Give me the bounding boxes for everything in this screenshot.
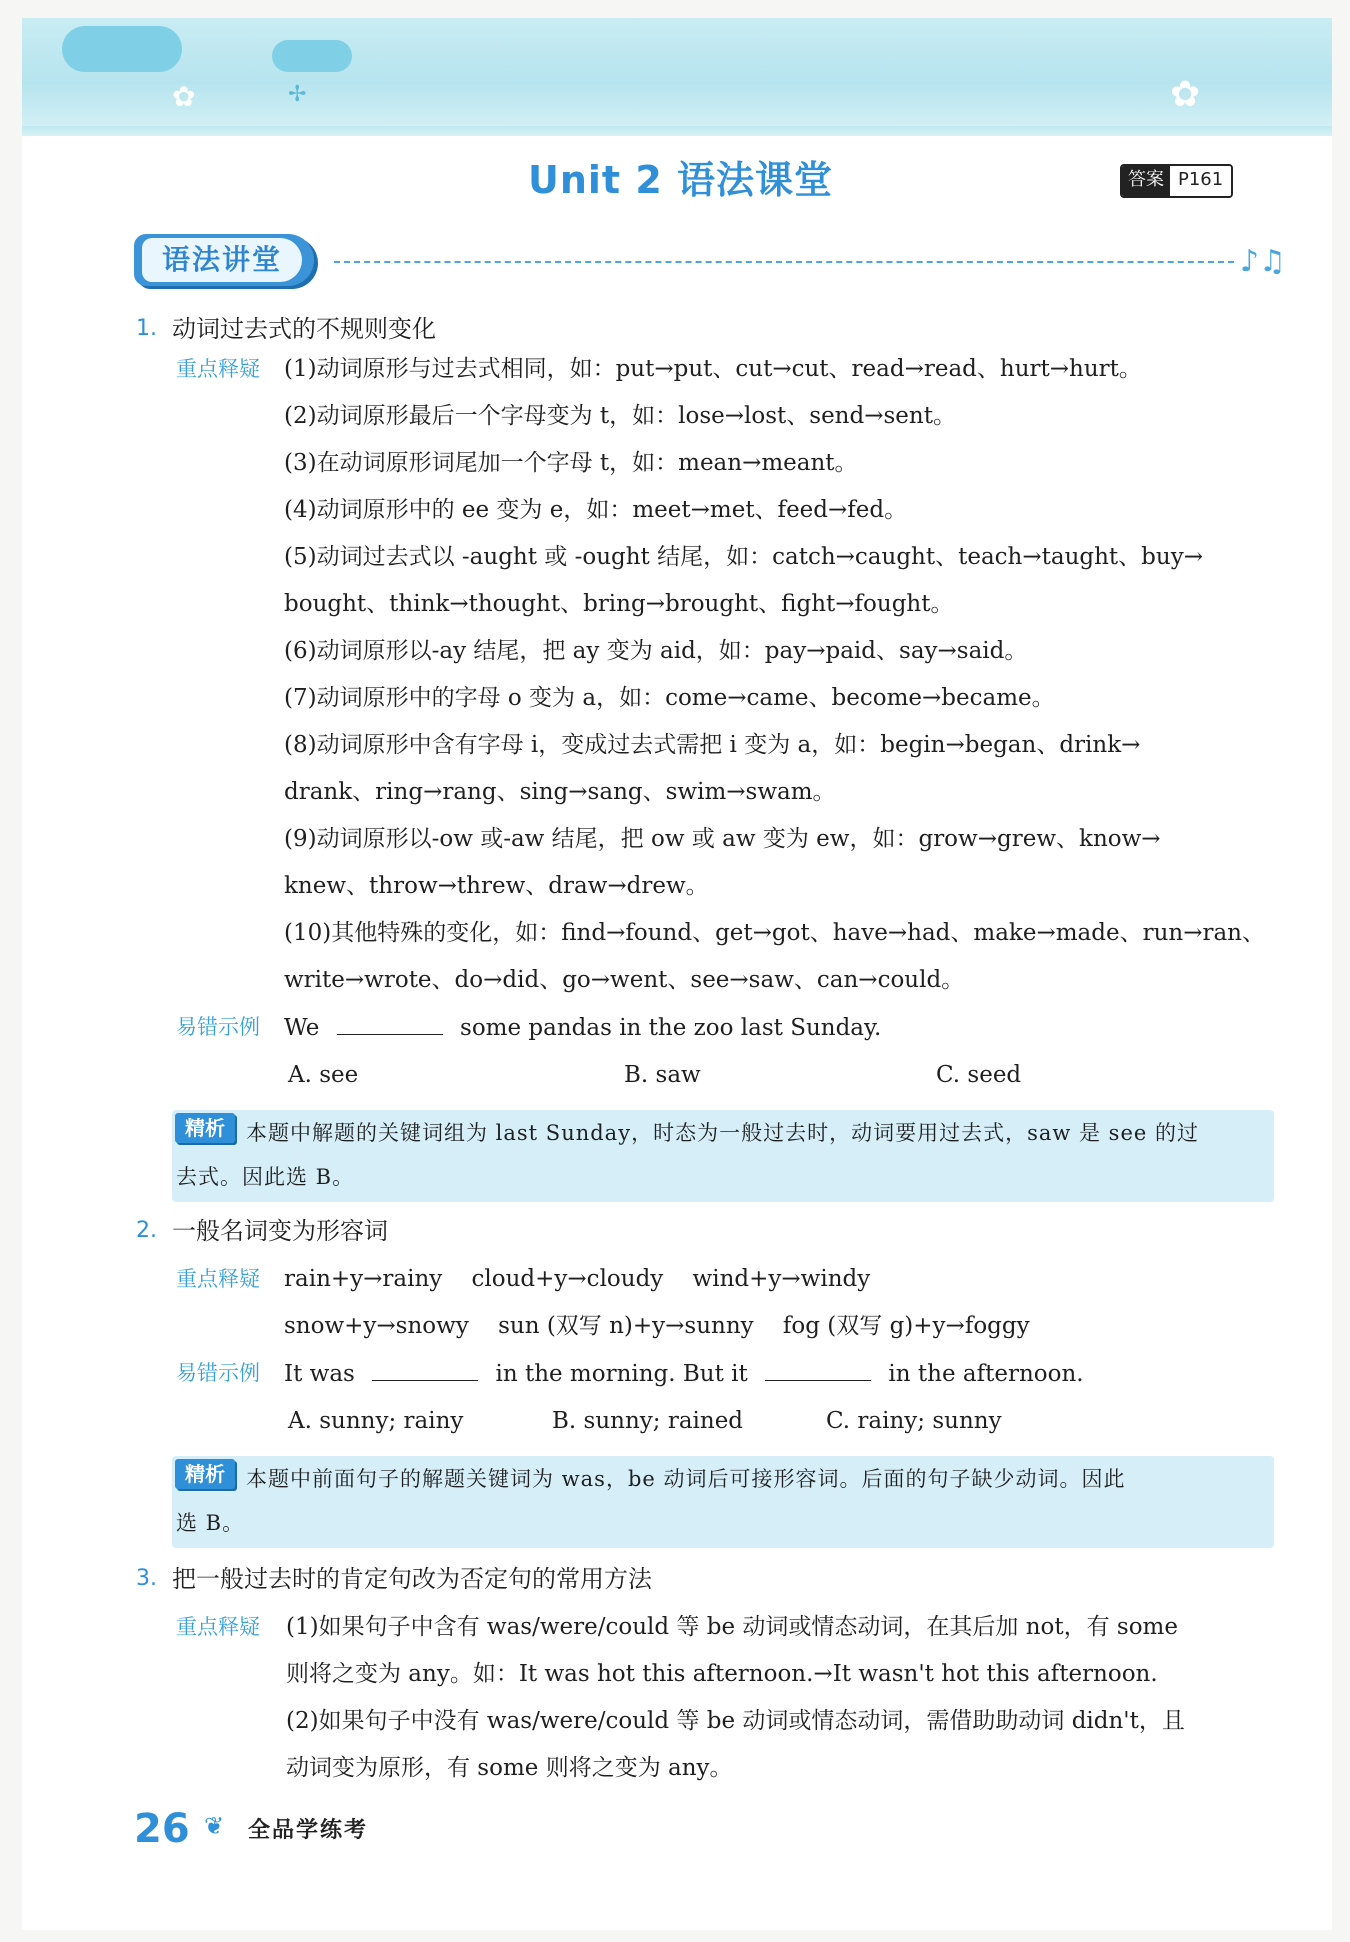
analysis-box xyxy=(172,1110,1274,1202)
answer-blank[interactable] xyxy=(372,1358,478,1381)
rule-line: (1)动词原形与过去式相同，如：put→put、cut→cut、read→read、hurt→hurt。 xyxy=(284,356,1142,382)
answer-page-ref: P161 xyxy=(1170,166,1231,196)
rule-line: bought、think→thought、bring→brought、fight→fought。 xyxy=(284,591,954,617)
item-heading: 把一般过去时的肯定句改为否定句的常用方法 xyxy=(172,1565,652,1593)
rule-line: (6)动词原形以-ay 结尾，把 ay 变为 aid，如：pay→paid、say→said。 xyxy=(284,638,1028,664)
leaf-icon: ❦ xyxy=(204,1812,225,1840)
example-tag: 易错示例 xyxy=(176,1361,260,1385)
option[interactable]: B. sunny; rained xyxy=(552,1408,744,1434)
rule-line: (1)如果句子中含有 was/were/could 等 be 动词或情态动词，在其后加 not，有 some xyxy=(286,1614,1178,1640)
analysis-line: 本题中前面句子的解题关键词为 was，be 动词后可接形容词。后面的句子缺少动词。因此 xyxy=(246,1467,1126,1491)
page-title: Unit 2 语法课堂 xyxy=(528,158,833,202)
answer-reference xyxy=(1120,164,1233,198)
answer-blank[interactable] xyxy=(337,1012,443,1035)
rule-line: (3)在动词原形词尾加一个字母 t，如：mean→meant。 xyxy=(284,450,858,476)
rule-line: (8)动词原形中含有字母 i，变成过去式需把 i 变为 a，如：begin→began、drink→ xyxy=(284,732,1141,758)
rule-line: (2)动词原形最后一个字母变为 t，如：lose→lost、send→sent。 xyxy=(284,403,956,429)
rule-line: 动词变为原形，有 some 则将之变为 any。 xyxy=(286,1755,733,1781)
key-points-tag: 重点释疑 xyxy=(176,1615,260,1639)
rule-line: (10)其他特殊的变化，如：find→found、get→got、have→had、make→made、run→ran、 xyxy=(284,920,1265,946)
item-heading: 一般名词变为形容词 xyxy=(172,1217,388,1245)
section-header xyxy=(134,230,1287,290)
music-note-icon: ♪♫ xyxy=(1240,244,1287,279)
example-sentence xyxy=(284,1012,881,1043)
example-text: We xyxy=(284,1015,320,1041)
analysis-line: 本题中解题的关键词组为 last Sunday，时态为一般过去时，动词要用过去式，saw 是 see 的过 xyxy=(246,1121,1199,1145)
rule-line: (7)动词原形中的字母 o 变为 a，如：come→came、become→became。 xyxy=(284,685,1055,711)
example-text: in the morning. But it xyxy=(495,1361,748,1387)
rule-line: 则将之变为 any。如：It was hot this afternoon.→It wasn't hot this afternoon. xyxy=(286,1661,1158,1687)
cloud-decoration-icon xyxy=(272,40,352,72)
analysis-line: 选 B。 xyxy=(176,1511,245,1535)
rule-line: knew、throw→threw、draw→drew。 xyxy=(284,873,709,899)
key-points-tag: 重点释疑 xyxy=(176,1267,260,1291)
analysis-line: 去式。因此选 B。 xyxy=(176,1165,355,1189)
brand-name: 全品学练考 xyxy=(248,1818,369,1843)
example-text: some pandas in the zoo last Sunday. xyxy=(460,1015,882,1041)
analysis-box xyxy=(172,1456,1274,1548)
key-points-tag: 重点释疑 xyxy=(176,357,260,381)
rule-line: (2)如果句子中没有 was/were/could 等 be 动词或情态动词，需借助助动词 didn't，且 xyxy=(286,1708,1185,1734)
example-text: It was xyxy=(284,1361,355,1387)
example-text: in the afternoon. xyxy=(888,1361,1084,1387)
option[interactable]: A. sunny; rainy xyxy=(288,1408,464,1434)
item-number: 1. xyxy=(136,316,157,341)
flower-decoration-icon: ✿ xyxy=(1170,74,1201,115)
header-banner xyxy=(22,18,1332,136)
page xyxy=(22,18,1332,1930)
title-row xyxy=(22,150,1332,210)
rule-line: (4)动词原形中的 ee 变为 e，如：meet→met、feed→fed。 xyxy=(284,497,908,523)
example-tag: 易错示例 xyxy=(176,1015,260,1039)
rule-line: write→wrote、do→did、go→went、see→saw、can→could。 xyxy=(284,967,965,993)
option[interactable]: B. saw xyxy=(624,1062,701,1088)
rule-line: (9)动词原形以-ow 或-aw 结尾，把 ow 或 aw 变为 ew，如：grow→grew、know→ xyxy=(284,826,1161,852)
cloud-decoration-icon xyxy=(62,26,182,72)
section-tab xyxy=(134,234,314,286)
analysis-label: 精析 xyxy=(175,1113,235,1143)
rule-line: rain+y→rainy cloud+y→cloudy wind+y→windy xyxy=(284,1266,871,1292)
analysis-label: 精析 xyxy=(175,1459,235,1489)
example-sentence xyxy=(284,1358,1084,1389)
page-number: 26 xyxy=(134,1806,190,1852)
section-title: 语法讲堂 xyxy=(142,238,302,282)
rule-line: (5)动词过去式以 -aught 或 -ought 结尾，如：catch→caught、teach→taught、buy→ xyxy=(284,544,1203,570)
answer-label: 答案 xyxy=(1122,166,1170,196)
flower-decoration-icon: ✿ xyxy=(172,80,196,113)
option[interactable]: A. see xyxy=(288,1062,359,1088)
option[interactable]: C. rainy; sunny xyxy=(826,1408,1002,1434)
rule-line: drank、ring→rang、sing→sang、swim→swam。 xyxy=(284,779,836,805)
answer-blank[interactable] xyxy=(765,1358,871,1381)
section-divider xyxy=(334,261,1234,263)
item-heading: 动词过去式的不规则变化 xyxy=(172,315,436,343)
item-number: 3. xyxy=(136,1566,157,1591)
rule-line: snow+y→snowy sun (双写 n)+y→sunny fog (双写 g)+y→foggy xyxy=(284,1313,1030,1339)
option[interactable]: C. seed xyxy=(936,1062,1022,1088)
dragonfly-decoration-icon: ✢ xyxy=(288,82,307,107)
item-number: 2. xyxy=(136,1218,157,1243)
